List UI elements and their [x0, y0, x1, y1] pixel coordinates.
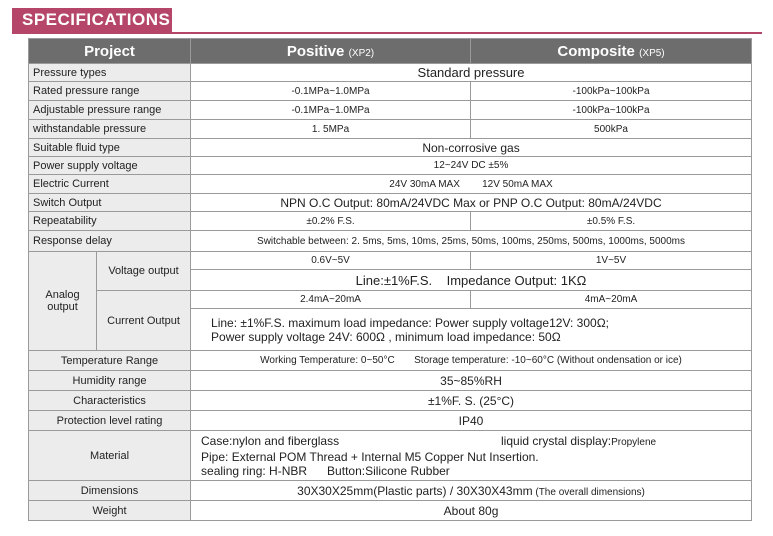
composite-value: -100kPa~100kPa	[471, 82, 752, 101]
row-pressure-types	[29, 64, 752, 82]
storage-temperature: Storage temperature: -10~60°C (Without ondensation or ice)	[414, 355, 682, 366]
row-humidity	[29, 371, 752, 391]
voltage-output-label: Voltage output	[97, 252, 191, 291]
positive-value: 0.6V~5V	[191, 252, 471, 270]
label: Humidity range	[29, 371, 191, 391]
label: Suitable fluid type	[29, 139, 191, 157]
current-output-label: Current Output	[97, 291, 191, 351]
value: 30X30X25mm(Plastic parts) / 30X30X43mm (The overall dimensions)	[191, 481, 752, 501]
row-protection	[29, 411, 752, 431]
label: Pressure types	[29, 64, 191, 82]
row-weight	[29, 501, 752, 521]
title-underline	[12, 32, 762, 34]
label: Weight	[29, 501, 191, 521]
positive-value: -0.1MPa~1.0MPa	[191, 101, 471, 120]
value: ±1%F. S. (25°C)	[191, 391, 752, 411]
label: Response delay	[29, 231, 191, 252]
composite-value: 4mA~20mA	[471, 291, 752, 309]
composite-value: ±0.5% F.S.	[471, 212, 752, 231]
label: Characteristics	[29, 391, 191, 411]
header-row	[29, 39, 752, 64]
label: Temperature Range	[29, 351, 191, 371]
value	[191, 431, 752, 481]
value: 35~85%RH	[191, 371, 752, 391]
label: Repeatability	[29, 212, 191, 231]
value: Non-corrosive gas	[191, 139, 752, 157]
label: withstandable pressure	[29, 120, 191, 139]
current-spec-line-2: Power supply voltage 24V: 600Ω , minimum load impedance: 50Ω	[211, 329, 561, 344]
row-withstand	[29, 120, 752, 139]
positive-value: 2.4mA~20mA	[191, 291, 471, 309]
material-line-2: Pipe: External POM Thread + Internal M5 Copper Nut Insertion.	[201, 449, 539, 464]
current-spec-line-1: Line: ±1%F.S. maximum load impedance: Power supply voltage12V: 300Ω;	[211, 315, 610, 330]
label: Rated pressure range	[29, 82, 191, 101]
working-temperature: Working Temperature: 0~50°C	[260, 355, 395, 366]
label: Protection level rating	[29, 411, 191, 431]
header-project: Project	[29, 39, 191, 64]
value: NPN O.C Output: 80mA/24VDC Max or PNP O.C Output: 80mA/24VDC	[191, 194, 752, 212]
value: Line:±1%F.S. Impedance Output: 1KΩ	[191, 270, 752, 291]
composite-value: 500kPa	[471, 120, 752, 139]
label: Switch Output	[29, 194, 191, 212]
row-current-range	[29, 291, 752, 309]
row-repeatability	[29, 212, 752, 231]
positive-value: -0.1MPa~1.0MPa	[191, 82, 471, 101]
row-voltage-range	[29, 252, 752, 270]
row-switch-output	[29, 194, 752, 212]
row-characteristics	[29, 391, 752, 411]
header-positive: Positive (XP2)	[191, 39, 471, 64]
row-temperature	[29, 351, 752, 371]
value: Standard pressure	[191, 64, 752, 82]
positive-value: ±0.2% F.S.	[191, 212, 471, 231]
row-response	[29, 231, 752, 252]
row-dimensions	[29, 481, 752, 501]
value: 12~24V DC ±5%	[191, 157, 752, 175]
label: Material	[29, 431, 191, 481]
material-line-3: sealing ring: H-NBR Button:Silicone Rubber	[201, 463, 450, 478]
row-current	[29, 175, 752, 194]
section-title: SPECIFICATIONS	[12, 8, 172, 32]
row-rated-range	[29, 82, 752, 101]
header-composite: Composite (XP5)	[471, 39, 752, 64]
composite-value: 1V~5V	[471, 252, 752, 270]
label: Electric Current	[29, 175, 191, 194]
value	[191, 351, 752, 371]
label: Adjustable pressure range	[29, 101, 191, 120]
row-power	[29, 157, 752, 175]
value	[191, 309, 752, 351]
row-material	[29, 431, 752, 481]
row-adjustable-range	[29, 101, 752, 120]
material-line-1: Case:nylon and fiberglass liquid crystal display:Propylene	[201, 433, 657, 448]
positive-value: 1. 5MPa	[191, 120, 471, 139]
analog-output-label: Analog output	[29, 252, 97, 351]
composite-value: -100kPa~100kPa	[471, 101, 752, 120]
value: Switchable between: 2. 5ms, 5ms, 10ms, 25ms, 50ms, 100ms, 250ms, 500ms, 1000ms, 5000ms	[191, 231, 752, 252]
value: About 80g	[191, 501, 752, 521]
label: Dimensions	[29, 481, 191, 501]
value: IP40	[191, 411, 752, 431]
row-fluid	[29, 139, 752, 157]
label: Power supply voltage	[29, 157, 191, 175]
value: 24V 30mA MAX 12V 50mA MAX	[191, 175, 752, 194]
specifications-table	[28, 38, 752, 521]
